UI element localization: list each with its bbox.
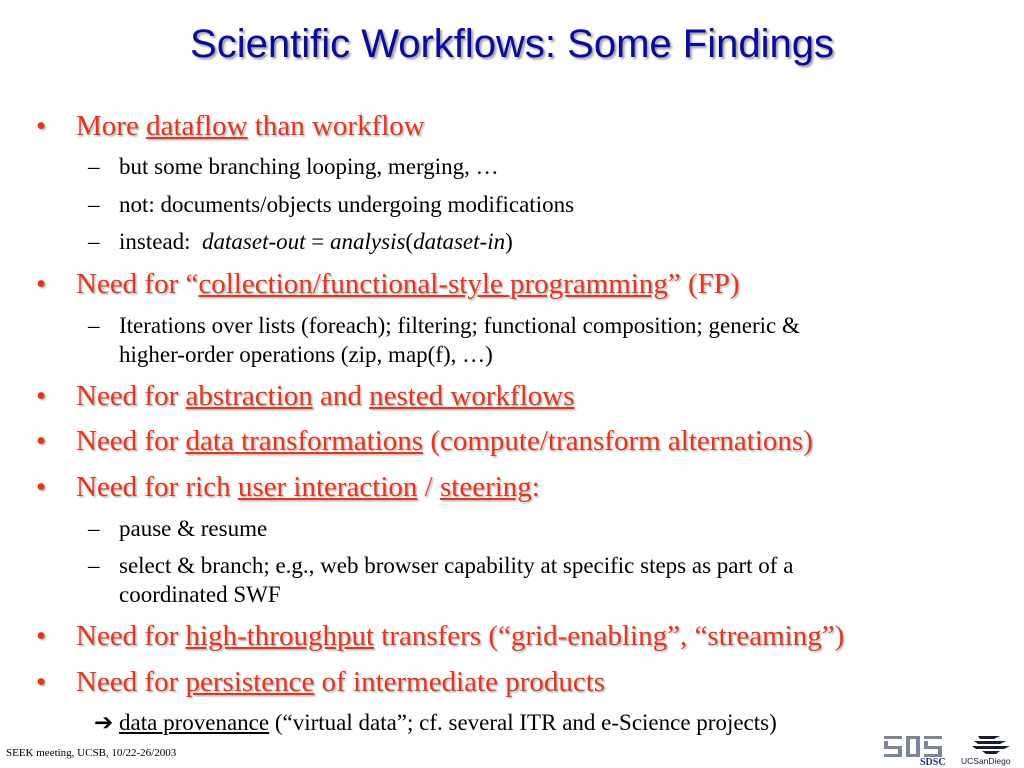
bullet-fp [36,268,740,301]
steering-link[interactable]: steering [439,471,532,503]
abstraction-link[interactable]: abstraction [185,380,313,412]
dash-marker: – [88,516,100,541]
bullet-marker: • [36,471,47,503]
bullet-marker: • [36,268,47,300]
dataflow-link[interactable]: dataflow [146,110,248,142]
sub-item-pause [88,514,268,543]
bullet-text: than workflow [247,110,425,142]
dash-marker: – [88,229,100,254]
sub-item-text: select & branch; e.g., web browser capability at specific steps as part of a [119,553,794,578]
arrow-icon: ➔ [94,710,114,735]
functional-programming-link[interactable]: collection/functional-style programming [198,268,668,300]
formula-paren: ) [505,229,513,254]
bullet-text: Need for [76,380,186,412]
sdsc-logo-icon [884,736,958,766]
provenance-note [94,708,777,737]
bullet-text: Need for “ [76,268,199,300]
bullet-persistence [36,666,606,699]
sub-item-documents [88,190,575,219]
formula-equals: = [305,229,331,254]
sdsc-logo-text: SDSC [920,757,946,766]
bullet-text: transfers (“grid-enabling”, “streaming”) [374,620,845,652]
footer-text: SEEK meeting, UCSB, 10/22-26/2003 [6,747,177,759]
dash-marker: – [88,553,100,578]
bullet-user-interaction [36,471,540,504]
formula-paren: ( [405,229,414,254]
data-provenance-link[interactable]: data provenance [119,710,270,735]
bullet-text: Need for [76,666,186,698]
sub-item-text: but some branching looping, merging, … [119,154,499,179]
bullet-abstraction [36,380,575,413]
dash-marker: – [88,154,100,179]
bullet-text: of intermediate products [314,666,606,698]
formula-output: dataset-out [202,229,306,254]
sub-item-text: higher-order operations (zip, map(f), …) [119,342,493,367]
bullet-text: Need for [76,620,186,652]
sub-item-text: pause & resume [119,516,268,541]
sub-item-instead [88,227,513,256]
bullet-marker: • [36,620,47,652]
persistence-link[interactable]: persistence [185,666,315,698]
high-throughput-link[interactable]: high-throughput [185,620,375,652]
sub-item-branching [88,152,499,181]
sub-item-text: not: documents/objects undergoing modifications [119,192,575,217]
sub-item-text: Iterations over lists (foreach); filtering; functional composition; generic & [119,313,800,338]
bullet-marker: • [36,110,47,142]
data-transformations-link[interactable]: data transformations [185,425,424,457]
ucsd-logo-icon [960,734,1022,766]
bullet-text: More [76,110,147,142]
bullet-text: ” (FP) [667,268,740,300]
bullet-text: Need for [76,425,186,457]
bullet-marker: • [36,666,47,698]
bullet-dataflow [36,110,425,143]
bullet-text: and [312,380,370,412]
bullet-text: Need for rich [76,471,238,503]
user-interaction-link[interactable]: user interaction [237,471,418,503]
sub-item-text: instead: [119,229,203,254]
bullet-data-transformations [36,425,813,458]
bullet-text: / [417,471,440,503]
bullet-text: (compute/transform alternations) [423,425,813,457]
sub-item-text: coordinated SWF [119,582,281,607]
bullet-marker: • [36,380,47,412]
nested-workflows-link[interactable]: nested workflows [369,380,575,412]
bullet-high-throughput [36,620,845,653]
bullet-marker: • [36,425,47,457]
bullet-text: : [531,471,540,503]
ucsd-logo-text: UCSanDiego [961,756,1011,766]
formula-function: analysis [330,229,406,254]
sub-item-select-branch [88,551,794,609]
sub-item-iterations [88,311,800,369]
note-text: (“virtual data”; cf. several ITR and e-Science projects) [269,710,777,735]
slide-title: Scientific Workflows: Some Findings [190,22,834,66]
dash-marker: – [88,192,100,217]
formula-input: dataset-in [413,229,506,254]
dash-marker: – [88,313,100,338]
